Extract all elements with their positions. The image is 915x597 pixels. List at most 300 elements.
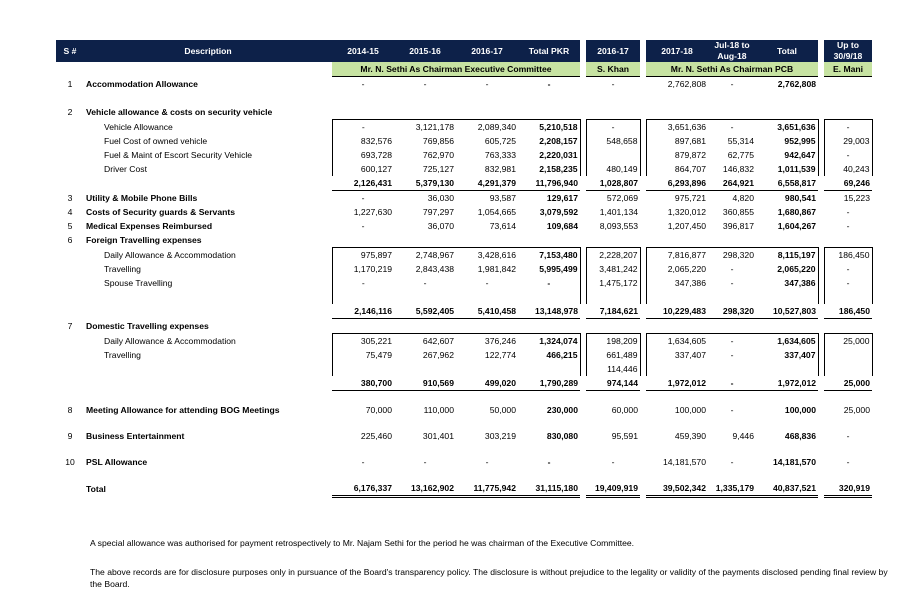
- table-row: [56, 162, 872, 176]
- row-description: Costs of Security guards & Servants: [86, 207, 236, 217]
- row-value: [586, 290, 640, 304]
- row-value: 62,775: [727, 150, 754, 160]
- row-value: 5,410,458: [456, 304, 518, 319]
- row-value: 95,591: [611, 431, 638, 441]
- row-value: 14,181,570: [662, 457, 706, 467]
- row-value: 2,748,967: [394, 248, 456, 263]
- row-value: [456, 362, 518, 376]
- row-value: 36,030: [427, 193, 454, 203]
- row-sno: [56, 148, 84, 162]
- row-value: 25,000: [843, 405, 870, 415]
- row-value: [586, 148, 640, 162]
- row-value: 230,000: [546, 405, 578, 415]
- row-value: 6,558,817: [756, 176, 818, 191]
- header-2017-18: 2017-18: [646, 40, 708, 62]
- row-value: -: [730, 457, 734, 467]
- row-description: Domestic Travelling expenses: [86, 321, 209, 331]
- row-value: 1,981,842: [477, 264, 516, 274]
- row-value: 2,762,808: [777, 79, 816, 89]
- table-row: [56, 334, 872, 349]
- row-spacer: [56, 391, 872, 404]
- row-value: [518, 105, 580, 120]
- table-row: [56, 290, 872, 304]
- row-value: 952,995: [756, 134, 818, 148]
- row-description: Travelling: [104, 350, 141, 360]
- subheader-sethi-pcb: Mr. N. Sethi As Chairman PCB: [646, 62, 818, 77]
- row-description: Accommodation Allowance: [86, 78, 198, 89]
- row-value: 832,981: [484, 164, 516, 174]
- row-value: [394, 91, 456, 105]
- row-description: Utility & Mobile Phone Bills: [86, 192, 198, 203]
- row-value: [756, 319, 818, 334]
- row-value: [824, 362, 872, 376]
- row-value: 5,592,405: [394, 304, 456, 319]
- row-value: -: [846, 207, 850, 217]
- row-value: 60,000: [611, 405, 638, 415]
- row-value: 25,000: [824, 376, 872, 391]
- row-description: Medical Expenses Reimbursed: [86, 221, 213, 231]
- row-description: Total: [86, 483, 106, 494]
- row-value: -: [485, 79, 489, 89]
- row-value: 13,148,978: [518, 304, 580, 319]
- row-value: 2,065,220: [756, 262, 818, 276]
- row-value: 31,115,180: [518, 481, 580, 497]
- header-2016-17-khan: 2016-17: [586, 40, 640, 62]
- row-value: [518, 233, 580, 248]
- row-value: 40,243: [824, 162, 872, 176]
- row-value: 2,843,438: [415, 264, 454, 274]
- row-value: 298,320: [708, 248, 756, 263]
- row-value: 303,219: [484, 431, 516, 441]
- row-value: 15,223: [843, 193, 870, 203]
- table-header: [56, 40, 872, 62]
- row-value: -: [846, 457, 850, 467]
- row-value: -: [730, 79, 734, 89]
- row-value: [824, 348, 872, 362]
- row-sno: [56, 91, 84, 105]
- row-value: 6,176,337: [332, 481, 394, 497]
- row-value: 146,832: [722, 164, 754, 174]
- row-value: 5,210,518: [518, 120, 580, 135]
- row-sno: 1: [67, 78, 73, 89]
- subheader-sethi-exec: Mr. N. Sethi As Chairman Executive Committee: [332, 62, 580, 77]
- row-value: -: [730, 405, 734, 415]
- row-value: [646, 290, 708, 304]
- row-value: 1,227,630: [353, 207, 392, 217]
- row-value: 2,126,431: [332, 176, 394, 191]
- row-value: 11,796,940: [518, 176, 580, 191]
- row-value: -: [708, 376, 756, 391]
- row-value: [332, 290, 394, 304]
- row-value: 3,428,616: [456, 248, 518, 263]
- row-description: [84, 176, 332, 191]
- row-value: 468,836: [784, 431, 816, 441]
- note-special-allowance: A special allowance was authorised for payment retrospectively to Mr. Najam Sethi for the period he was chairman of the Executive Committee.: [90, 538, 635, 548]
- table-row: [56, 91, 872, 105]
- row-value: -: [485, 457, 489, 467]
- row-value: [332, 362, 394, 376]
- row-value: 122,774: [484, 350, 516, 360]
- row-value: [586, 233, 640, 248]
- table-row: [56, 148, 872, 162]
- row-value: [394, 290, 456, 304]
- row-value: [708, 290, 756, 304]
- row-value: 1,324,074: [518, 334, 580, 349]
- table-row: [56, 262, 872, 276]
- row-value: 2,089,340: [456, 120, 518, 135]
- row-value: 264,921: [708, 176, 756, 191]
- row-value: 980,541: [784, 193, 816, 203]
- row-value: -: [824, 120, 872, 135]
- row-value: 14,181,570: [772, 457, 816, 467]
- row-value: [586, 319, 640, 334]
- row-value: -: [846, 431, 850, 441]
- row-description: Vehicle Allowance: [104, 121, 173, 132]
- table-row: [56, 362, 872, 376]
- row-value: 4,820: [732, 193, 754, 203]
- row-description: Daily Allowance & Accommodation: [104, 335, 236, 346]
- row-value: 347,386: [646, 276, 708, 290]
- row-value: 942,647: [756, 148, 818, 162]
- row-sno: 7: [67, 321, 73, 331]
- row-value: 225,460: [360, 431, 392, 441]
- row-value: 605,725: [484, 136, 516, 146]
- row-value: 910,569: [394, 376, 456, 391]
- row-value: [456, 91, 518, 105]
- row-value: 100,000: [674, 405, 706, 415]
- row-value: -: [611, 457, 615, 467]
- note-disclosure: The above records are for disclosure purposes only in pursuance of the Board's transparency policy. The disclosure is without prejudice to the legality or validity of the payments disclosed pending final review by the Board.: [90, 567, 888, 589]
- row-value: 8,093,553: [599, 221, 638, 231]
- row-spacer: [56, 417, 872, 429]
- row-value: 975,897: [332, 248, 394, 263]
- row-value: 36,070: [427, 221, 454, 231]
- table-row: [56, 105, 872, 120]
- row-value: 2,208,157: [518, 134, 580, 148]
- row-value: 1,972,012: [646, 376, 708, 391]
- row-value: -: [547, 79, 551, 89]
- row-value: 5,379,130: [394, 176, 456, 191]
- row-value: 548,658: [586, 134, 640, 148]
- row-value: 186,450: [824, 248, 872, 263]
- row-value: -: [730, 350, 734, 360]
- row-value: -: [485, 278, 489, 288]
- row-value: 1,054,665: [477, 207, 516, 217]
- row-value: [756, 362, 818, 376]
- row-value: 337,407: [756, 348, 818, 362]
- row-description: [84, 304, 332, 319]
- row-spacer: [56, 469, 872, 481]
- table-row: [56, 77, 872, 92]
- row-value: 797,297: [422, 207, 454, 217]
- row-sno: [56, 162, 84, 176]
- row-value: [708, 362, 756, 376]
- row-value: -: [423, 457, 427, 467]
- row-value: -: [361, 79, 365, 89]
- row-value: [708, 105, 756, 120]
- table-row: [56, 304, 872, 319]
- row-value: 830,080: [546, 431, 578, 441]
- row-value: 4,291,379: [456, 176, 518, 191]
- row-value: 763,333: [484, 150, 516, 160]
- row-value: 11,775,942: [456, 481, 518, 497]
- row-value: 879,872: [646, 148, 708, 162]
- row-value: [518, 319, 580, 334]
- header-2016-17: 2016-17: [456, 40, 518, 62]
- row-value: 186,450: [824, 304, 872, 319]
- row-description: Fuel Cost of owned vehicle: [104, 136, 208, 146]
- row-value: [518, 91, 580, 105]
- row-value: -: [332, 276, 394, 290]
- row-value: 466,215: [518, 348, 580, 362]
- row-value: -: [423, 79, 427, 89]
- row-value: [824, 91, 872, 105]
- row-value: 3,651,636: [756, 120, 818, 135]
- row-value: 2,146,116: [332, 304, 394, 319]
- row-value: 129,617: [546, 193, 578, 203]
- row-value: 762,970: [422, 150, 454, 160]
- row-description: Daily Allowance & Accommodation: [104, 249, 236, 260]
- row-description: Business Entertainment: [86, 431, 185, 441]
- row-value: -: [708, 334, 756, 349]
- row-sno: 6: [67, 235, 73, 246]
- row-value: 9,446: [732, 431, 754, 441]
- row-value: 1,604,267: [777, 221, 816, 231]
- row-value: 380,700: [332, 376, 394, 391]
- row-value: 642,607: [394, 334, 456, 349]
- row-description: [84, 376, 332, 391]
- row-sno: [56, 176, 84, 191]
- row-description: Fuel & Maint of Escort Security Vehicle: [104, 150, 253, 160]
- row-value: [586, 105, 640, 120]
- row-value: -: [824, 148, 872, 162]
- row-value: 1,972,012: [756, 376, 818, 391]
- row-description: Driver Cost: [104, 164, 147, 174]
- row-sno: [56, 262, 84, 276]
- table-row: [56, 120, 872, 135]
- row-sno: 5: [67, 221, 73, 231]
- row-spacer: [56, 443, 872, 455]
- table-row: [56, 176, 872, 191]
- row-value: 337,407: [646, 348, 708, 362]
- row-value: 975,721: [674, 193, 706, 203]
- header-jul-aug-18: Jul-18 to Aug-18: [708, 40, 756, 62]
- row-value: 69,246: [824, 176, 872, 191]
- row-value: 301,401: [422, 431, 454, 441]
- row-sno: [56, 248, 84, 263]
- row-description: [84, 91, 332, 105]
- row-value: 2,065,220: [646, 262, 708, 276]
- row-value: -: [518, 276, 580, 290]
- row-description: [84, 362, 332, 376]
- row-value: 1,680,867: [777, 207, 816, 217]
- row-value: 725,127: [422, 164, 454, 174]
- header-2015-16: 2015-16: [394, 40, 456, 62]
- row-value: [518, 290, 580, 304]
- row-value: 1,634,605: [646, 334, 708, 349]
- row-value: 1,475,172: [586, 276, 640, 290]
- row-value: 110,000: [423, 405, 454, 415]
- row-value: 267,962: [422, 350, 454, 360]
- row-value: [824, 319, 872, 334]
- row-value: 75,479: [332, 348, 394, 362]
- row-value: [824, 105, 872, 120]
- row-value: [646, 319, 708, 334]
- row-value: 13,162,902: [394, 481, 456, 497]
- header-upto: Up to 30/9/18: [824, 40, 872, 62]
- row-value: [394, 233, 456, 248]
- row-value: [394, 319, 456, 334]
- row-value: 499,020: [456, 376, 518, 391]
- row-description: Vehicle allowance & costs on security vehicle: [86, 107, 273, 118]
- table-row: [56, 455, 872, 469]
- table-row: [56, 276, 872, 290]
- row-sno: [56, 362, 84, 376]
- header-total-pkr: Total PKR: [518, 40, 580, 62]
- table-row: [56, 219, 872, 233]
- row-value: 29,003: [824, 134, 872, 148]
- table-row: [56, 403, 872, 417]
- row-value: [824, 77, 872, 92]
- row-value: 7,816,877: [646, 248, 708, 263]
- row-value: [756, 233, 818, 248]
- row-value: -: [846, 221, 850, 231]
- row-value: [586, 91, 640, 105]
- row-value: 974,144: [586, 376, 640, 391]
- row-value: 1,170,219: [332, 262, 394, 276]
- row-value: 114,446: [586, 362, 640, 376]
- row-value: -: [361, 457, 365, 467]
- row-value: 1,028,807: [586, 176, 640, 191]
- row-sno: [56, 348, 84, 362]
- row-value: 55,314: [727, 136, 754, 146]
- row-sno: [56, 334, 84, 349]
- row-value: 40,837,521: [756, 481, 818, 497]
- row-value: 1,790,289: [518, 376, 580, 391]
- row-value: -: [730, 264, 734, 274]
- row-value: 347,386: [756, 276, 818, 290]
- row-value: 70,000: [365, 405, 392, 415]
- row-value: [708, 233, 756, 248]
- row-value: 480,149: [586, 162, 640, 176]
- table-row: [56, 233, 872, 248]
- table-row: [56, 134, 872, 148]
- row-value: -: [611, 79, 615, 89]
- table-row: [56, 191, 872, 206]
- row-value: [756, 290, 818, 304]
- row-value: [708, 91, 756, 105]
- row-value: 10,527,803: [756, 304, 818, 319]
- row-value: -: [361, 193, 365, 203]
- row-value: -: [547, 457, 551, 467]
- row-value: 2,220,031: [518, 148, 580, 162]
- row-sno: [56, 481, 84, 497]
- row-value: [708, 319, 756, 334]
- row-value: 769,856: [422, 136, 454, 146]
- table-row: [56, 429, 872, 443]
- table-row: [56, 376, 872, 391]
- row-sno: 2: [67, 107, 73, 118]
- subheader-mani: E. Mani: [824, 62, 872, 77]
- row-value: [456, 233, 518, 248]
- row-sno: [56, 290, 84, 304]
- row-value: [456, 319, 518, 334]
- row-value: 1,320,012: [667, 207, 706, 217]
- row-value: 1,207,450: [667, 221, 706, 231]
- table-subheader: [56, 62, 872, 77]
- table-row: [56, 319, 872, 334]
- row-value: [332, 105, 394, 120]
- table-row: [56, 481, 872, 497]
- row-value: [756, 91, 818, 105]
- row-value: 360,855: [722, 207, 754, 217]
- row-value: [824, 290, 872, 304]
- row-value: 572,069: [606, 193, 638, 203]
- row-value: 1,335,179: [708, 481, 756, 497]
- row-sno: [56, 304, 84, 319]
- row-value: 305,221: [332, 334, 394, 349]
- row-value: 5,995,499: [518, 262, 580, 276]
- table-row: [56, 348, 872, 362]
- row-value: 109,684: [546, 221, 578, 231]
- row-value: [756, 105, 818, 120]
- row-value: 39,502,342: [646, 481, 708, 497]
- row-sno: [56, 376, 84, 391]
- row-value: 396,817: [722, 221, 754, 231]
- row-value: 661,489: [586, 348, 640, 362]
- row-value: [332, 319, 394, 334]
- row-value: [518, 362, 580, 376]
- row-value: [394, 105, 456, 120]
- row-value: 3,121,178: [394, 120, 456, 135]
- row-description: Foreign Travelling expenses: [86, 235, 202, 246]
- row-value: -: [423, 278, 427, 288]
- row-value: [824, 233, 872, 248]
- row-sno: 4: [67, 207, 73, 217]
- row-value: 320,919: [824, 481, 872, 497]
- row-value: 19,409,919: [586, 481, 640, 497]
- header-description: Description: [84, 40, 332, 62]
- row-value: 3,651,636: [646, 120, 708, 135]
- row-description: Travelling: [104, 264, 141, 274]
- row-value: -: [586, 120, 640, 135]
- row-value: -: [708, 120, 756, 135]
- row-description: Meeting Allowance for attending BOG Meetings: [86, 405, 280, 415]
- row-value: 298,320: [708, 304, 756, 319]
- subheader-khan: S. Khan: [586, 62, 640, 77]
- row-value: 376,246: [456, 334, 518, 349]
- row-value: [332, 233, 394, 248]
- row-value: [646, 362, 708, 376]
- row-value: 832,576: [332, 134, 394, 148]
- row-value: 10,229,483: [646, 304, 708, 319]
- row-value: [456, 105, 518, 120]
- row-value: [332, 91, 394, 105]
- row-value: -: [824, 262, 872, 276]
- row-sno: 10: [65, 457, 75, 467]
- row-value: [456, 290, 518, 304]
- table-row: [56, 248, 872, 263]
- row-value: 2,762,808: [667, 79, 706, 89]
- row-sno: 8: [67, 405, 73, 415]
- row-sno: [56, 120, 84, 135]
- row-value: 2,228,207: [586, 248, 640, 263]
- row-value: [646, 105, 708, 120]
- row-value: -: [730, 278, 734, 288]
- row-sno: [56, 134, 84, 148]
- row-value: 6,293,896: [646, 176, 708, 191]
- row-value: 1,634,605: [756, 334, 818, 349]
